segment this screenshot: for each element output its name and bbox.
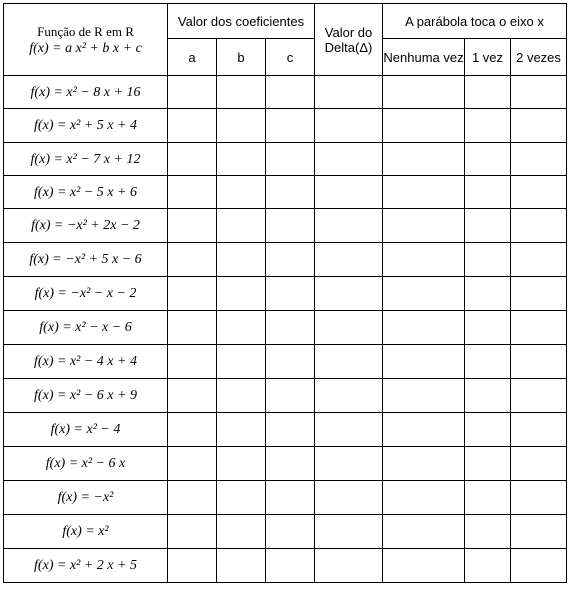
- function-cell: f(x) = x² − 7 x + 12: [4, 143, 168, 176]
- answer-c-cell[interactable]: [266, 549, 315, 583]
- answer-c-cell[interactable]: [266, 345, 315, 379]
- answer-delta-cell[interactable]: [315, 481, 383, 515]
- answer-two-cell[interactable]: [511, 345, 567, 379]
- answer-two-cell[interactable]: [511, 277, 567, 311]
- answer-two-cell[interactable]: [511, 76, 567, 109]
- answer-b-cell[interactable]: [217, 109, 266, 143]
- answer-one-cell[interactable]: [465, 109, 511, 143]
- answer-one-cell[interactable]: [465, 311, 511, 345]
- answer-b-cell[interactable]: [217, 447, 266, 481]
- function-cell: f(x) = x² − 6 x + 9: [4, 379, 168, 413]
- function-cell: f(x) = x² − 8 x + 16: [4, 76, 168, 109]
- answer-two-cell[interactable]: [511, 379, 567, 413]
- function-cell: f(x) = x² + 2 x + 5: [4, 549, 168, 583]
- answer-one-cell[interactable]: [465, 549, 511, 583]
- answer-two-cell[interactable]: [511, 311, 567, 345]
- answer-c-cell[interactable]: [266, 76, 315, 109]
- table-row: [4, 311, 567, 345]
- answer-none-cell[interactable]: [383, 481, 465, 515]
- function-header: [4, 4, 168, 76]
- answer-one-cell[interactable]: [465, 447, 511, 481]
- answer-none-cell[interactable]: [383, 209, 465, 243]
- answer-b-cell[interactable]: [217, 413, 266, 447]
- touch-axis-header: A parábola toca o eixo x: [383, 4, 567, 39]
- answer-b-cell[interactable]: [217, 277, 266, 311]
- exercise-table: [3, 3, 567, 583]
- answer-none-cell[interactable]: [383, 311, 465, 345]
- table-row: [4, 243, 567, 277]
- answer-none-cell[interactable]: [383, 515, 465, 549]
- answer-delta-cell[interactable]: [315, 176, 383, 209]
- answer-two-cell[interactable]: [511, 209, 567, 243]
- answer-one-cell[interactable]: [465, 176, 511, 209]
- table-row: [4, 176, 567, 209]
- answer-a-cell[interactable]: [168, 143, 217, 176]
- function-cell: f(x) = x² + 5 x + 4: [4, 109, 168, 143]
- answer-a-cell[interactable]: [168, 209, 217, 243]
- answer-one-cell[interactable]: [465, 515, 511, 549]
- answer-b-cell[interactable]: [217, 311, 266, 345]
- table-row: [4, 76, 567, 109]
- answer-none-cell[interactable]: [383, 549, 465, 583]
- answer-none-cell[interactable]: [383, 143, 465, 176]
- answer-one-cell[interactable]: [465, 379, 511, 413]
- answer-c-cell[interactable]: [266, 379, 315, 413]
- function-cell: f(x) = x² − 5 x + 6: [4, 176, 168, 209]
- answer-b-cell[interactable]: [217, 481, 266, 515]
- table-row: [4, 109, 567, 143]
- answer-delta-cell[interactable]: [315, 277, 383, 311]
- answer-two-cell[interactable]: [511, 413, 567, 447]
- table-row: [4, 413, 567, 447]
- answer-c-cell[interactable]: [266, 311, 315, 345]
- answer-c-cell[interactable]: [266, 176, 315, 209]
- function-cell: f(x) = −x² + 5 x − 6: [4, 243, 168, 277]
- answer-two-cell[interactable]: [511, 481, 567, 515]
- answer-one-cell[interactable]: [465, 481, 511, 515]
- answer-c-cell[interactable]: [266, 209, 315, 243]
- function-cell: f(x) = x² − 4 x + 4: [4, 345, 168, 379]
- answer-none-cell[interactable]: [383, 277, 465, 311]
- answer-b-cell[interactable]: [217, 345, 266, 379]
- touch-one-header: 1 vez: [465, 39, 511, 76]
- function-header-title: Função de R em R: [37, 23, 134, 39]
- answer-two-cell[interactable]: [511, 243, 567, 277]
- answer-c-cell[interactable]: [266, 481, 315, 515]
- answer-one-cell[interactable]: [465, 277, 511, 311]
- answer-a-cell[interactable]: [168, 109, 217, 143]
- answer-delta-cell[interactable]: [315, 243, 383, 277]
- answer-b-cell[interactable]: [217, 143, 266, 176]
- coef-c-header: c: [266, 39, 315, 76]
- answer-none-cell[interactable]: [383, 109, 465, 143]
- table-row: [4, 379, 567, 413]
- answer-b-cell[interactable]: [217, 515, 266, 549]
- answer-none-cell[interactable]: [383, 345, 465, 379]
- answer-two-cell[interactable]: [511, 176, 567, 209]
- function-cell: f(x) = −x² − x − 2: [4, 277, 168, 311]
- answer-one-cell[interactable]: [465, 76, 511, 109]
- touch-none-header: Nenhuma vez: [383, 39, 465, 76]
- answer-a-cell[interactable]: [168, 515, 217, 549]
- answer-a-cell[interactable]: [168, 413, 217, 447]
- touch-two-header: 2 vezes: [511, 39, 567, 76]
- answer-c-cell[interactable]: [266, 277, 315, 311]
- function-cell: f(x) = x² − x − 6: [4, 311, 168, 345]
- function-cell: f(x) = x² − 4: [4, 413, 168, 447]
- table-row: [4, 143, 567, 176]
- answer-none-cell[interactable]: [383, 243, 465, 277]
- answer-two-cell[interactable]: [511, 515, 567, 549]
- table-row: [4, 515, 567, 549]
- answer-delta-cell[interactable]: [315, 76, 383, 109]
- answer-delta-cell[interactable]: [315, 379, 383, 413]
- answer-c-cell[interactable]: [266, 413, 315, 447]
- function-cell: f(x) = x² − 6 x: [4, 447, 168, 481]
- table-row: [4, 277, 567, 311]
- answer-none-cell[interactable]: [383, 76, 465, 109]
- answer-b-cell[interactable]: [217, 549, 266, 583]
- answer-b-cell[interactable]: [217, 243, 266, 277]
- answer-two-cell[interactable]: [511, 549, 567, 583]
- table-row: [4, 549, 567, 583]
- answer-delta-cell[interactable]: [315, 447, 383, 481]
- answer-delta-cell[interactable]: [315, 549, 383, 583]
- coefficients-header: Valor dos coeficientes: [168, 4, 315, 39]
- answer-one-cell[interactable]: [465, 413, 511, 447]
- table-row: [4, 345, 567, 379]
- answer-a-cell[interactable]: [168, 549, 217, 583]
- answer-b-cell[interactable]: [217, 76, 266, 109]
- answer-none-cell[interactable]: [383, 379, 465, 413]
- answer-none-cell[interactable]: [383, 176, 465, 209]
- answer-b-cell[interactable]: [217, 379, 266, 413]
- answer-delta-cell[interactable]: [315, 209, 383, 243]
- answer-two-cell[interactable]: [511, 109, 567, 143]
- answer-one-cell[interactable]: [465, 345, 511, 379]
- table-row: [4, 209, 567, 243]
- function-cell: f(x) = x²: [4, 515, 168, 549]
- answer-a-cell[interactable]: [168, 447, 217, 481]
- answer-two-cell[interactable]: [511, 143, 567, 176]
- answer-a-cell[interactable]: [168, 481, 217, 515]
- answer-a-cell[interactable]: [168, 345, 217, 379]
- answer-b-cell[interactable]: [217, 176, 266, 209]
- answer-c-cell[interactable]: [266, 515, 315, 549]
- answer-b-cell[interactable]: [217, 209, 266, 243]
- coef-b-header: b: [217, 39, 266, 76]
- answer-a-cell[interactable]: [168, 243, 217, 277]
- answer-delta-cell[interactable]: [315, 515, 383, 549]
- answer-none-cell[interactable]: [383, 447, 465, 481]
- answer-a-cell[interactable]: [168, 176, 217, 209]
- answer-c-cell[interactable]: [266, 143, 315, 176]
- answer-two-cell[interactable]: [511, 447, 567, 481]
- answer-delta-cell[interactable]: [315, 413, 383, 447]
- function-cell: f(x) = −x²: [4, 481, 168, 515]
- answer-one-cell[interactable]: [465, 209, 511, 243]
- function-cell: f(x) = −x² + 2x − 2: [4, 209, 168, 243]
- answer-a-cell[interactable]: [168, 76, 217, 109]
- answer-delta-cell[interactable]: [315, 109, 383, 143]
- answer-a-cell[interactable]: [168, 379, 217, 413]
- delta-header: Valor do Delta(Δ): [315, 4, 383, 76]
- answer-c-cell[interactable]: [266, 447, 315, 481]
- answer-a-cell[interactable]: [168, 277, 217, 311]
- answer-none-cell[interactable]: [383, 413, 465, 447]
- answer-delta-cell[interactable]: [315, 143, 383, 176]
- answer-delta-cell[interactable]: [315, 345, 383, 379]
- answer-a-cell[interactable]: [168, 311, 217, 345]
- coef-a-header: a: [168, 39, 217, 76]
- answer-delta-cell[interactable]: [315, 311, 383, 345]
- table-row: [4, 447, 567, 481]
- table-row: [4, 481, 567, 515]
- answer-c-cell[interactable]: [266, 243, 315, 277]
- answer-c-cell[interactable]: [266, 109, 315, 143]
- answer-one-cell[interactable]: [465, 143, 511, 176]
- answer-one-cell[interactable]: [465, 243, 511, 277]
- function-header-formula: f(x) = a x² + b x + c: [29, 40, 142, 56]
